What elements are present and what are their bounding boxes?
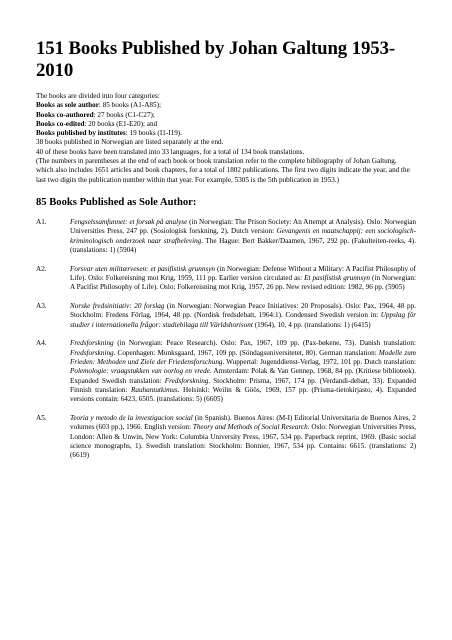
- book-entry: [36, 302, 416, 330]
- translations-note: 40 of these books have been translated into 33 languages, for a total of 134 book translations.: [36, 147, 305, 156]
- book-entry: [36, 339, 416, 404]
- category-sole-author: Books as sole author: 85 books (A1-A85);: [36, 101, 161, 110]
- entry-text: Norske fredsinitiativ: 20 forslag (in Norwegian: Norwegian Peace Initiatives: 20 Proposals). Oslo: Pax, 1964, 48 pp. Stockholm: Fredens Förlag, 1964, 48 pp. (Nordisk fredsdebatt, 1964:1). Condensed Swedish version in: Uppslag för studier i internationella frågor: studiebilaga till Världshorisont (1964), 10, 4 pp. (translations: 1) (6415): [70, 302, 417, 329]
- entry-number: A5.: [36, 414, 47, 423]
- entry-text: Teoria y metodo de la investigacion social (in Spanish). Buenos Aires: (M-I) Editorial Universitaria de Buenos Aires, 2 volumes (603 pp.), 1966. English version: Theory and Methods of Social Research. Oslo: Norwegian Universities Press, London: Allen & Unwin, New York: Columbia University Press, 1967, 534 pp. Paperback reprint, 1969. (Basic social science monographs, 1). Swedish translation: Stockholm: Bonnier, 1967, 534 pp. Contains: 6615. (translations: 2) (6619): [70, 414, 417, 460]
- norwegian-books-note: 38 books published in Norwegian are listed separately at the end.: [36, 138, 224, 147]
- numbering-explanation: (The numbers in parentheses at the end of each book or book translation refer to the complete bibliography of Johan Galtung, which also includes 1651 articles and book chapters, for a total of 1802 publications. The first two digits indicate the year, and the last two digits the publication number within that year. For example, 5305 is the 5th publication in 1953.): [36, 157, 410, 184]
- entry-number: A3.: [36, 302, 47, 311]
- entry-text: Fredsforskning (in Norwegian: Peace Research). Oslo: Pax, 1967, 109 pp. (Pax-bøkene, 73). Danish translation: Fredsforskning. Copenhagen: Munksgaard, 1967, 109 pp. (Söndagsuniversitetet, 80). German translation: Modelle zum Frieden: Methoden und Ziele der Friedensforschung. Wuppertal: Jugenddienst-Verlag, 1972, 101 pp. Dutch translation: Polemologie: vraagstukken van oorlog en vrede. Amsterdam: Polak & Van Gennep, 1968, 84 pp. (Kritiese biblioteek). Expanded Swedish translation: Fredsforskning. Stockholm: Prisma, 1967, 174 pp. (Verdandi-debatt, 33). Expanded Finnish translation: Rauhantutkimus. Helsinki: Weilin & Göös, 1969, 157 pp. (Prisma-tietokirjasto, 4). Expanded versions contain: 6423, 6505. (translations: 5) (6605): [70, 339, 417, 404]
- category-co-edited: Books co-edited: 20 books (E1-E20); and: [36, 119, 158, 128]
- book-entry: [36, 218, 416, 255]
- entry-number: A2.: [36, 264, 47, 273]
- intro-block: [36, 92, 416, 185]
- category-institutes: Books published by institutes: 19 books (I1-I19).: [36, 129, 182, 138]
- intro-line: The books are divided into four categories:: [36, 92, 160, 100]
- entry-text: Forsvar uten militærvesen: et pasifistisk grunnsyn (in Norwegian: Defense Without a Military: A Pacifist Philosophy of Life). Oslo: Folkereisning mot Krig, 1959, 111 pp. Earlier version circulated as: Et pasifistisk grunnsyn (in Norwegian: A Pacifist Philosophy of Life). Oslo: Folkereisning mot Krig, 1957, 26 pp. New revised edition: 1982, 96 pp. (5905): [70, 264, 416, 292]
- book-entry: [36, 414, 416, 460]
- entry-text: Fengselssamfunnet: et forsøk på analyse (in Norwegian: The Prison Society: An Attempt at Analysis). Oslo: Norwegian Universities Press, 247 pp. (Sosiologisk forskning, 2), Dutch version: Gevangenis en maatschappij: een sociologisch-kriminologisch onderzoek naar strafbeleving. The Hague: Bert Bakker/Daamen, 1967, 292 pp. (Fakulteiten-reeks, 4). (translations: 1) (5904): [70, 217, 416, 254]
- document-title: 151 Books Published by Johan Galtung 1953-2010: [36, 38, 396, 81]
- section-heading: 85 Books Published as Sole Author:: [36, 196, 197, 208]
- book-entry: [36, 265, 416, 293]
- entry-number: A1.: [36, 217, 47, 226]
- entry-number: A4.: [36, 339, 47, 348]
- category-co-authored: Books co-authored: 27 books (C1-C27);: [36, 110, 155, 119]
